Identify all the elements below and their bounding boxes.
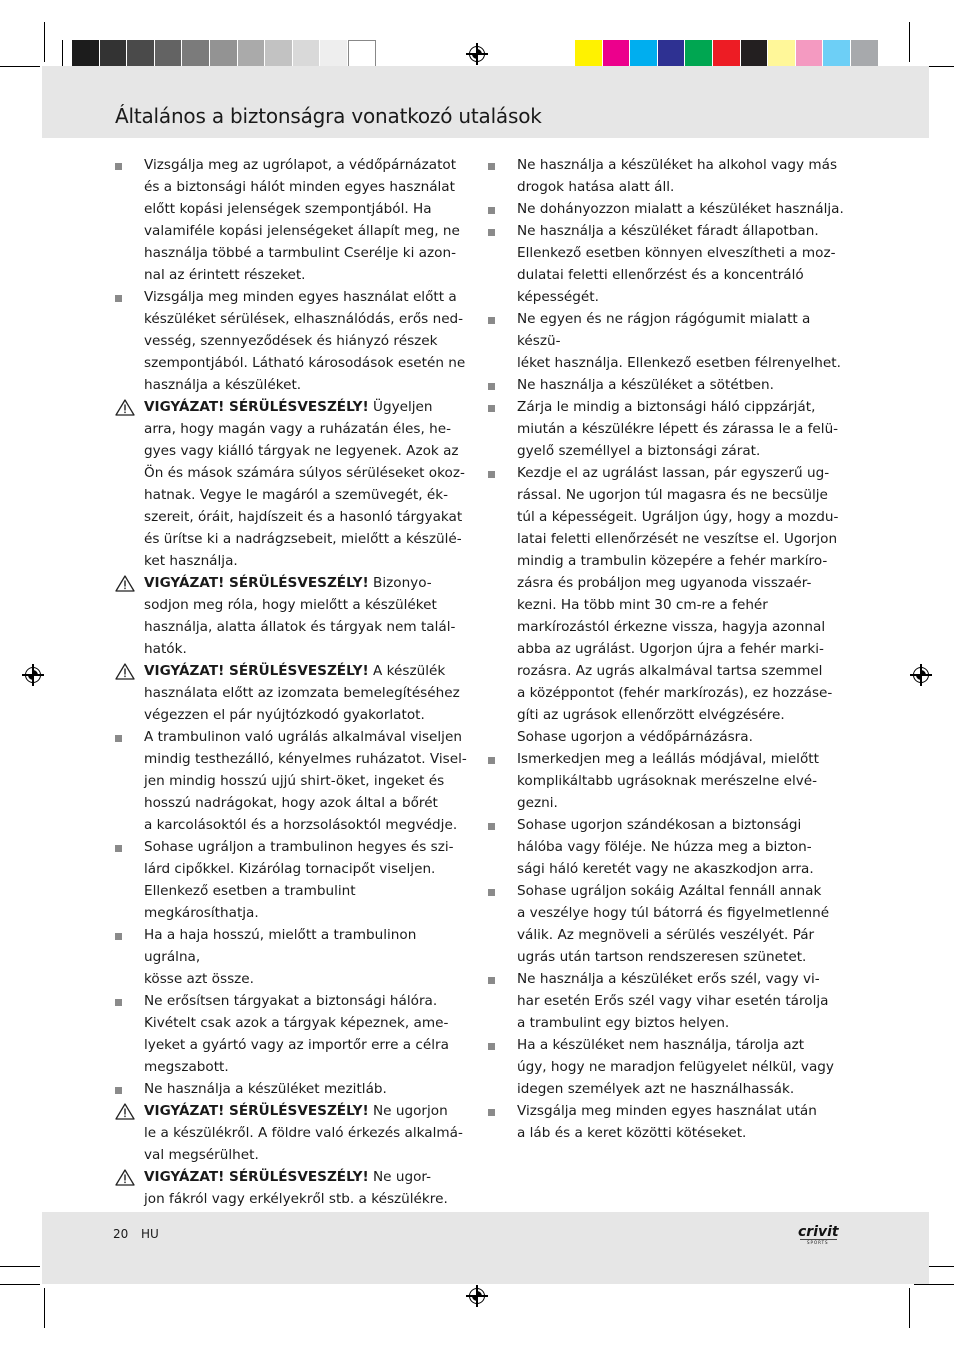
bullet-square-icon — [488, 1109, 495, 1116]
text-line: val megsérülhet. — [144, 1147, 259, 1163]
text-line: idegen személyek azt ne használhassák. — [517, 1081, 795, 1097]
logo-sub: SPORTS — [807, 1240, 829, 1245]
crop-mark — [914, 1284, 954, 1285]
text-line: Ne használja a készüléket erős szél, vagy vi- — [517, 971, 820, 987]
bullet-item — [115, 836, 473, 924]
color-swatch — [127, 40, 155, 68]
text-line: végezzen el pár nyújtózkodó gyakorlatot. — [144, 707, 425, 723]
text-line: ugrás után tartson rendszeresen szünetet. — [517, 949, 807, 965]
text-line: a láb és a keret közötti kötéseket. — [517, 1125, 747, 1141]
bullet-item — [115, 154, 473, 286]
text-line: hatók. — [144, 641, 187, 657]
text-line: a veszélye hogy túl bátorrá és figyelmetlenné — [517, 905, 830, 921]
bullet-item — [115, 726, 473, 836]
logo-text: crivit — [798, 1224, 839, 1240]
text-line: Bizonyo- — [368, 575, 432, 591]
bullet-square-icon — [488, 383, 495, 390]
text-line: és ürítse ki a nadrágzsebeit, mielőtt a készülé- — [144, 531, 462, 547]
bullet-square-icon — [488, 977, 495, 984]
text-line: Ismerkedjen meg a leállás módjával, mielőtt — [517, 751, 819, 767]
text-line: abba az ugrálást. Ugorjon újra a fehér marki- — [517, 641, 824, 657]
color-swatch — [155, 40, 183, 68]
text-line: a karcolásoktól és a horzsolásoktól megvédje. — [144, 817, 458, 833]
text-line: Vizsgálja meg az ugrólapot, a védőpárnázatot — [144, 157, 457, 173]
bullet-square-icon — [115, 295, 122, 302]
text-line: Ne használja a készüléket ha alkohol vagy más — [517, 157, 838, 173]
bullet-item — [488, 1034, 848, 1100]
registration-mark-icon — [22, 664, 44, 686]
page-number: 20 — [113, 1227, 129, 1241]
warning-label: VIGYÁZAT! SÉRÜLÉSVESZÉLY! — [144, 1169, 369, 1185]
bullet-square-icon — [488, 163, 495, 170]
left-column — [115, 154, 473, 1210]
text-line: sági háló keretét vagy ne akaszkodjon arra. — [517, 861, 814, 877]
color-swatch — [348, 40, 376, 68]
text-line: kösse azt össze. — [144, 971, 254, 987]
bullet-item — [115, 1078, 473, 1100]
text-line: rással. Ne ugorjon túl magasra és ne becsülje — [517, 487, 828, 503]
text-line: és a biztonsági hálót minden egyes használat — [144, 179, 455, 195]
text-line: jen mindig hosszú ujjú shirt-öket, ingeket és — [144, 773, 445, 789]
warning-item — [115, 660, 473, 726]
text-line: megszabott. — [144, 1059, 229, 1075]
crop-mark — [0, 1266, 40, 1267]
text-line: a trambulint egy biztos helyen. — [517, 1015, 730, 1031]
bullet-item — [488, 968, 848, 1034]
crop-mark — [44, 1288, 45, 1328]
text-line: drogok hatása alatt áll. — [517, 179, 675, 195]
bullet-square-icon — [488, 889, 495, 896]
text-line: Sohase ugorjon szándékosan a biztonsági — [517, 817, 802, 833]
warning-item — [115, 572, 473, 660]
text-line: Kivételt csak azok a tárgyak képeznek, ame- — [144, 1015, 449, 1031]
warning-triangle-icon — [115, 1103, 135, 1120]
text-line: válik. Az megnöveli a sérülés veszélyét. Pár — [517, 927, 815, 943]
text-line: a középpontot (fehér markírozás), ez hozzáse- — [517, 685, 833, 701]
text-line: használata előtt az izomzata bemelegítéséhez — [144, 685, 460, 701]
color-swatch — [265, 40, 293, 68]
language-code: HU — [141, 1227, 159, 1241]
bullet-square-icon — [488, 471, 495, 478]
text-line: Ne ugor- — [368, 1169, 432, 1185]
color-swatch — [741, 40, 769, 68]
bullet-item — [115, 286, 473, 396]
bullet-item — [488, 880, 848, 968]
bullet-square-icon — [115, 845, 122, 852]
text-line: mindig a trambulin közepére a fehér markíro- — [517, 553, 828, 569]
text-line: A trambulinon való ugrálás alkalmával viseljen — [144, 729, 462, 745]
text-line: har esetén Erős szél vagy vihar esetén tárolja — [517, 993, 829, 1009]
warning-label: VIGYÁZAT! SÉRÜLÉSVESZÉLY! — [144, 399, 369, 415]
bullet-square-icon — [488, 229, 495, 236]
text-line: gezni. — [517, 795, 558, 811]
text-line: Sohase ugráljon a trambulinon hegyes és szi- — [144, 839, 454, 855]
text-line: úgy, hogy ne maradjon felügyelet nélkül, vagy — [517, 1059, 834, 1075]
text-line: Ügyeljen — [368, 399, 433, 415]
warning-label: VIGYÁZAT! SÉRÜLÉSVESZÉLY! — [144, 575, 369, 591]
text-line: Zárja le mindig a biztonsági háló cippzárját, — [517, 399, 816, 415]
warning-triangle-icon — [115, 663, 135, 680]
footer-band — [42, 1212, 929, 1284]
warning-triangle-icon — [115, 575, 135, 592]
text-line: miután a készülékre lépett és zárassa le a felü- — [517, 421, 839, 437]
warning-item — [115, 1100, 473, 1166]
text-line: rozásra. Az ugrás alkalmával tartsa szemmel — [517, 663, 823, 679]
text-line: Ne használja a készüléket mezitláb. — [144, 1081, 387, 1097]
text-line: képességét. — [517, 289, 599, 305]
text-line: Ne dohányozzon mialatt a készüléket használja. — [517, 201, 844, 217]
warning-item — [115, 1166, 473, 1210]
text-line: Ha a haja hosszú, mielőtt a trambulinon ugrálna, — [144, 927, 417, 965]
bullet-item — [488, 814, 848, 880]
process-color-bar — [575, 40, 879, 68]
bullet-square-icon — [488, 405, 495, 412]
bullet-item — [115, 990, 473, 1078]
text-line: lyeket a gyártó vagy az importőr erre a célra — [144, 1037, 449, 1053]
crop-mark — [909, 22, 910, 62]
bullet-item — [488, 462, 848, 748]
text-line: kezni. Ha több mint 30 cm-re a fehér — [517, 597, 768, 613]
text-line: jon fákról vagy erkélyekről stb. a készülékre. — [144, 1191, 448, 1207]
bullet-item — [488, 154, 848, 198]
text-line: Ellenkező esetben a trambulint megkárosíthatja. — [144, 883, 356, 921]
text-line: hálóba vagy föléje. Ne húzza meg a bizton- — [517, 839, 812, 855]
text-line: mindig testhezálló, kényelmes ruházatot. Visel- — [144, 751, 467, 767]
bullet-square-icon — [488, 317, 495, 324]
text-line: gíti az ugrások ellenőrzött elvégzésére. — [517, 707, 785, 723]
text-line: lárd cipőkkel. Kizárólag tornacipőt viseljen. — [144, 861, 436, 877]
color-swatch — [238, 40, 266, 68]
text-line: Sohase ugorjon a védőpárnázásra. — [517, 729, 753, 745]
color-swatch — [823, 40, 851, 68]
color-swatch — [685, 40, 713, 68]
color-swatch — [210, 40, 238, 68]
text-line: komplikáltabb ugrásoknak merészelne elvé- — [517, 773, 818, 789]
bullet-square-icon — [488, 757, 495, 764]
crop-mark — [0, 1284, 40, 1285]
bullet-item — [488, 396, 848, 462]
bullet-square-icon — [115, 1087, 122, 1094]
text-line: túl a képességeit. Ugráljon úgy, hogy a mozdu- — [517, 509, 839, 525]
registration-mark-icon — [466, 43, 488, 65]
text-line: használja, alatta állatok és tárgyak nem talál- — [144, 619, 456, 635]
text-line: Kezdje el az ugrálást lassan, pár egyszerű ug- — [517, 465, 830, 481]
bullet-item — [488, 1100, 848, 1144]
color-swatch — [630, 40, 658, 68]
text-line: vesség, szennyeződések és hiányzó részek — [144, 333, 438, 349]
crop-mark — [44, 22, 45, 62]
text-line: gyes vagy kiálló tárgyak ne legyenek. Azok az — [144, 443, 459, 459]
text-line: előtt kopási jelenségek szempontjából. Ha — [144, 201, 432, 217]
text-line: Vizsgálja meg minden egyes használat előtt a — [144, 289, 457, 305]
color-swatch — [182, 40, 210, 68]
text-line: Ha a készüléket nem használja, tárolja azt — [517, 1037, 805, 1053]
bullet-square-icon — [115, 163, 122, 170]
text-line: hosszú nadrágokat, hogy azok által a bőrét — [144, 795, 438, 811]
bullet-item — [488, 748, 848, 814]
text-line: szempontjából. Látható károsodások esetén ne — [144, 355, 466, 371]
text-line: Ne ugorjon — [368, 1103, 448, 1119]
text-line: Ne erősítsen tárgyakat a biztonsági hálóra. — [144, 993, 438, 1009]
text-line: latai feletti ellenőrzését ne veszítse el. Ugorjon — [517, 531, 838, 547]
text-line: Ne használja a készüléket fáradt állapotban. — [517, 223, 819, 239]
color-swatch — [320, 40, 348, 68]
warning-label: VIGYÁZAT! SÉRÜLÉSVESZÉLY! — [144, 663, 369, 679]
crop-mark — [62, 40, 63, 68]
text-line: le a készülékről. A földre való érkezés alkalmá- — [144, 1125, 463, 1141]
color-swatch — [658, 40, 686, 68]
text-line: zásra és probáljon meg ugyanoda visszaér- — [517, 575, 812, 591]
bullet-item — [488, 198, 848, 220]
text-line: hatnak. Vegye le magáról a szemüvegét, ék- — [144, 487, 449, 503]
color-swatch — [72, 40, 100, 68]
color-swatch — [575, 40, 603, 68]
bullet-item — [115, 924, 473, 990]
color-swatch — [100, 40, 128, 68]
color-swatch — [603, 40, 631, 68]
text-line: sodjon meg róla, hogy mielőtt a készüléket — [144, 597, 437, 613]
text-line: használja a készüléket. — [144, 377, 302, 393]
text-line: valamiféle kopási jelenségeket állapít meg, ne — [144, 223, 460, 239]
text-line: Ellenkező esetben könnyen elveszítheti a moz- — [517, 245, 836, 261]
registration-mark-icon — [910, 664, 932, 686]
text-line: Sohase ugráljon sokáig Azáltal fennáll annak — [517, 883, 822, 899]
color-swatch — [713, 40, 741, 68]
text-line: Ön és mások számára súlyos sérüléseket okoz- — [144, 465, 465, 481]
crop-mark — [909, 1288, 910, 1328]
text-line: használja többé a tarmbulint Cserélje ki azon- — [144, 245, 456, 261]
text-line: szereit, óráit, hajdíszeit és a hasonló tárgyakat — [144, 509, 463, 525]
bullet-item — [488, 374, 848, 396]
text-line: markírozástól érkezne vissza, hagyja azonnal — [517, 619, 826, 635]
text-line: dulatai feletti ellenőrzést és a koncentráló — [517, 267, 804, 283]
text-line: Vizsgálja meg minden egyes használat után — [517, 1103, 817, 1119]
bullet-item — [488, 308, 848, 374]
bullet-square-icon — [488, 1043, 495, 1050]
color-swatch — [293, 40, 321, 68]
registration-mark-icon — [466, 1285, 488, 1307]
warning-triangle-icon — [115, 399, 135, 416]
bullet-square-icon — [115, 735, 122, 742]
warning-triangle-icon — [115, 1169, 135, 1186]
crivit-logo — [797, 1222, 841, 1246]
text-line: nal az érintett részeket. — [144, 267, 306, 283]
bullet-item — [488, 220, 848, 308]
warning-item — [115, 396, 473, 572]
bullet-square-icon — [115, 999, 122, 1006]
page-title: Általános a biztonságra vonatkozó utalások — [115, 104, 542, 128]
bullet-square-icon — [115, 933, 122, 940]
text-line: Ne egyen és ne rágjon rágógumit mialatt a készü- — [517, 311, 811, 349]
grayscale-color-bar — [72, 40, 376, 68]
crop-mark — [0, 66, 40, 67]
warning-label: VIGYÁZAT! SÉRÜLÉSVESZÉLY! — [144, 1103, 369, 1119]
color-swatch — [851, 40, 879, 68]
text-line: léket használja. Ellenkező esetben félrenyelhet. — [517, 355, 841, 371]
bullet-square-icon — [488, 207, 495, 214]
text-line: A készülék — [368, 663, 446, 679]
right-column — [488, 154, 848, 1144]
text-line: készüléket sérülések, elhasználódás, erős ned- — [144, 311, 464, 327]
bullet-square-icon — [488, 823, 495, 830]
text-line: Ne használja a készüléket a sötétben. — [517, 377, 774, 393]
text-line: ket használja. — [144, 553, 238, 569]
color-swatch — [796, 40, 824, 68]
color-swatch — [768, 40, 796, 68]
text-line: gyelő személlyel a biztonsági zárat. — [517, 443, 761, 459]
text-line: arra, hogy magán vagy a ruházatán éles, he- — [144, 421, 451, 437]
